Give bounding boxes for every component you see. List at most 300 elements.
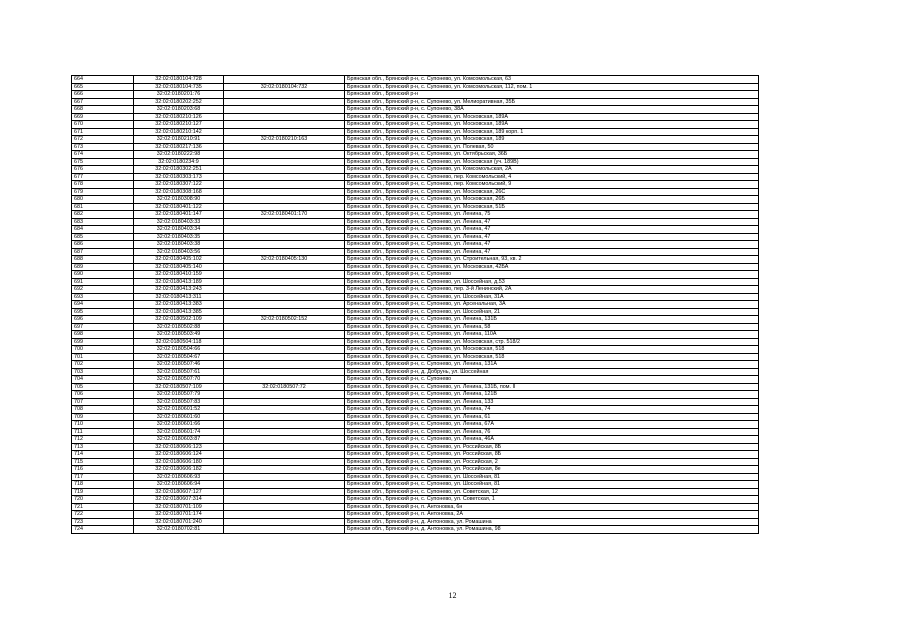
row-number-cell: 672 (72, 136, 134, 144)
address-cell: Брянская обл., Брянский р-н, с. Супонево, ул. Ленина, 131Б, пом. II (345, 383, 759, 391)
row-number-cell: 697 (72, 323, 134, 331)
address-cell: Брянская обл., Брянский р-н, с. Супонево, ул. Комсомольская, 112, пом. 1 (345, 83, 759, 91)
cadastral-number-cell: 32:02:0180413:189 (134, 278, 224, 286)
address-cell: Брянская обл., Брянский р-н, с. Супонево, ул. Московская, стр. 518/2 (345, 338, 759, 346)
row-number-cell: 703 (72, 368, 134, 376)
table-row (72, 151, 759, 159)
cadastral-number-cell: 32:02:0180413:311 (134, 293, 224, 301)
table-row (72, 406, 759, 414)
table-row (72, 398, 759, 406)
related-cadastral-number-cell (224, 106, 345, 114)
related-cadastral-number-cell (224, 308, 345, 316)
table-row (72, 338, 759, 346)
row-number-cell: 700 (72, 346, 134, 354)
related-cadastral-number-cell (224, 413, 345, 421)
cadastral-number-cell: 32:02:0180701:174 (134, 511, 224, 519)
address-cell: Брянская обл., Брянский р-н, с. Супонево, ул. Московская, 518 (345, 353, 759, 361)
cadastral-number-cell: 32:02:0180701:240 (134, 518, 224, 526)
cadastral-number-cell: 32:02:0180222:98 (134, 151, 224, 159)
related-cadastral-number-cell (224, 128, 345, 136)
related-cadastral-number-cell (224, 511, 345, 519)
table-row (72, 218, 759, 226)
address-cell: Брянская обл., Брянский р-н, д. Добрунь, ул. Шоссейная (345, 368, 759, 376)
table-row (72, 233, 759, 241)
cadastral-number-cell: 32:02:0180203:68 (134, 106, 224, 114)
row-number-cell: 709 (72, 413, 134, 421)
cadastral-number-cell: 32:02:0180401:122 (134, 203, 224, 211)
related-cadastral-number-cell (224, 293, 345, 301)
row-number-cell: 707 (72, 398, 134, 406)
row-number-cell: 695 (72, 308, 134, 316)
cadastral-number-cell: 32:02:0180503:49 (134, 331, 224, 339)
row-number-cell: 690 (72, 271, 134, 279)
address-cell: Брянская обл., Брянский р-н, с. Супонево, ул. Московская, 26С (345, 188, 759, 196)
table-row (72, 346, 759, 354)
related-cadastral-number-cell (224, 368, 345, 376)
related-cadastral-number-cell (224, 166, 345, 174)
table-row (72, 106, 759, 114)
table-row (72, 128, 759, 136)
table-row (72, 518, 759, 526)
table-row (72, 511, 759, 519)
table-row (72, 496, 759, 504)
row-number-cell: 713 (72, 443, 134, 451)
table-row (72, 143, 759, 151)
table-row (72, 526, 759, 534)
address-cell: Брянская обл., Брянский р-н, с. Супонево, ул. Российская, 8е (345, 466, 759, 474)
cadastral-number-cell: 32:02:0180606:182 (134, 466, 224, 474)
address-cell: Брянская обл., Брянский р-н, с. Супонево, ул. Ленина, 133 (345, 398, 759, 406)
address-cell: Брянская обл., Брянский р-н, с. Супонево, ул. Московская, 189А (345, 121, 759, 129)
related-cadastral-number-cell (224, 406, 345, 414)
cadastral-number-cell: 32:02:0180603:87 (134, 436, 224, 444)
address-cell: Брянская обл., Брянский р-н, с. Супонево, ул. Ленина, 131А (345, 361, 759, 369)
table-row (72, 256, 759, 264)
address-cell: Брянская обл., Брянский р-н, с. Супонево, ул. Шоссейная, д.53 (345, 278, 759, 286)
related-cadastral-number-cell (224, 376, 345, 384)
related-cadastral-number-cell: 32:02:0180210:163 (224, 136, 345, 144)
related-cadastral-number-cell: 32:02:0180405:130 (224, 256, 345, 264)
related-cadastral-number-cell (224, 121, 345, 129)
related-cadastral-number-cell (224, 188, 345, 196)
cadastral-number-cell: 32:02:0180413:243 (134, 286, 224, 294)
table-row (72, 331, 759, 339)
cadastral-number-cell: 32:02:0180210:127 (134, 121, 224, 129)
address-cell: Брянская обл., Брянский р-н, п. Антоновка, 6н (345, 503, 759, 511)
row-number-cell: 699 (72, 338, 134, 346)
related-cadastral-number-cell (224, 458, 345, 466)
table-row (72, 271, 759, 279)
cadastral-number-cell: 32:02:0180210:91 (134, 136, 224, 144)
address-cell: Брянская обл., Брянский р-н, с. Супонево, ул. Ленина, 58 (345, 323, 759, 331)
table-row (72, 361, 759, 369)
row-number-cell: 705 (72, 383, 134, 391)
address-cell: Брянская обл., Брянский р-н, с. Супонево, пер. 3-й Ленинский, 2А (345, 286, 759, 294)
table-row (72, 376, 759, 384)
related-cadastral-number-cell (224, 331, 345, 339)
cadastral-number-cell: 32:02:0180607:127 (134, 488, 224, 496)
cadastral-number-cell: 32:02:0180502:88 (134, 323, 224, 331)
table-row (72, 76, 759, 84)
cadastral-number-cell: 32:02:0180606:123 (134, 443, 224, 451)
address-cell: Брянская обл., Брянский р-н, с. Супонево, ул. Ленина, 47 (345, 218, 759, 226)
table-row (72, 391, 759, 399)
address-cell: Брянская обл., Брянский р-н, с. Супонево, ул. Строительная, 93, кв. 2 (345, 256, 759, 264)
address-cell: Брянская обл., Брянский р-н, с. Супонево, ул. Комсомольская, 2А (345, 166, 759, 174)
table-row (72, 136, 759, 144)
table-row (72, 98, 759, 106)
cadastral-number-cell: 32:02:0180504:66 (134, 346, 224, 354)
cadastral-number-cell: 32:02:0180210:142 (134, 128, 224, 136)
row-number-cell: 681 (72, 203, 134, 211)
cadastral-number-cell: 32:02:0180104:735 (134, 83, 224, 91)
address-cell: Брянская обл., Брянский р-н, д. Антоновка, ул. Ромашина (345, 518, 759, 526)
cadastral-number-cell: 32:02:0180601:60 (134, 413, 224, 421)
table-row (72, 458, 759, 466)
related-cadastral-number-cell (224, 466, 345, 474)
address-cell: Брянская обл., Брянский р-н, с. Супонево, ул. Советская, 12 (345, 488, 759, 496)
cadastral-number-cell: 32:02:0180210:126 (134, 113, 224, 121)
row-number-cell: 667 (72, 98, 134, 106)
table-row (72, 443, 759, 451)
table-row (72, 308, 759, 316)
cadastral-number-cell: 32:02:0180201:76 (134, 91, 224, 99)
related-cadastral-number-cell (224, 481, 345, 489)
row-number-cell: 683 (72, 218, 134, 226)
cadastral-number-cell: 32:02:0180701:109 (134, 503, 224, 511)
address-cell: Брянская обл., Брянский р-н, с. Супонево, ул. Ленина, 47 (345, 233, 759, 241)
address-cell: Брянская обл., Брянский р-н, с. Супонево, ул. Московская (уч. 189В) (345, 158, 759, 166)
row-number-cell: 691 (72, 278, 134, 286)
address-cell: Брянская обл., Брянский р-н, с. Супонево, ул. Мелиоративная, 35Б (345, 98, 759, 106)
related-cadastral-number-cell (224, 391, 345, 399)
row-number-cell: 680 (72, 196, 134, 204)
row-number-cell: 715 (72, 458, 134, 466)
cadastral-number-cell: 32:02:0180104:728 (134, 76, 224, 84)
row-number-cell: 665 (72, 83, 134, 91)
address-cell: Брянская обл., Брянский р-н, с. Супонево, ул. Российская, 8Б (345, 451, 759, 459)
table-body (72, 76, 759, 534)
cadastral-number-cell: 32:02:0180507:61 (134, 368, 224, 376)
cadastral-number-cell: 32:02:0180601:74 (134, 428, 224, 436)
row-number-cell: 675 (72, 158, 134, 166)
table-row (72, 173, 759, 181)
row-number-cell: 685 (72, 233, 134, 241)
row-number-cell: 723 (72, 518, 134, 526)
related-cadastral-number-cell (224, 443, 345, 451)
related-cadastral-number-cell (224, 151, 345, 159)
address-cell: Брянская обл., Брянский р-н, с. Супонево, ул. Московская, 189 (345, 136, 759, 144)
table-row (72, 181, 759, 189)
row-number-cell: 714 (72, 451, 134, 459)
row-number-cell: 669 (72, 113, 134, 121)
table-row (72, 278, 759, 286)
row-number-cell: 724 (72, 526, 134, 534)
address-cell: Брянская обл., Брянский р-н, с. Супонево, ул. Ленина, 67А (345, 421, 759, 429)
cadastral-number-cell: 32:02:0180606:93 (134, 473, 224, 481)
table-row (72, 91, 759, 99)
row-number-cell: 710 (72, 421, 134, 429)
related-cadastral-number-cell (224, 173, 345, 181)
table-row (72, 121, 759, 129)
address-cell: Брянская обл., Брянский р-н, с. Супонево, ул. Московская, 189А (345, 113, 759, 121)
address-cell: Брянская обл., Брянский р-н, с. Супонево, ул. Ленина, 76 (345, 428, 759, 436)
table-row (72, 488, 759, 496)
related-cadastral-number-cell: 32:02:0180104:732 (224, 83, 345, 91)
address-cell: Брянская обл., Брянский р-н, с. Супонево, ул. Российская, 8Б (345, 443, 759, 451)
related-cadastral-number-cell (224, 91, 345, 99)
cadastral-number-cell: 32:02:0180202:252 (134, 98, 224, 106)
table-row (72, 301, 759, 309)
address-cell: Брянская обл., Брянский р-н, с. Супонево, ул. Московская, 51Б (345, 203, 759, 211)
related-cadastral-number-cell (224, 526, 345, 534)
address-cell: Брянская обл., Брянский р-н, с. Супонево, ул. Российская, 2 (345, 458, 759, 466)
cadastral-number-cell: 32:02:0180413:383 (134, 301, 224, 309)
related-cadastral-number-cell (224, 338, 345, 346)
related-cadastral-number-cell (224, 346, 345, 354)
address-cell: Брянская обл., Брянский р-н, с. Супонево, ул. Ленина, 46А (345, 436, 759, 444)
address-cell: Брянская обл., Брянский р-н, с. Супонево, ул. Ленина, 61 (345, 413, 759, 421)
table-row (72, 203, 759, 211)
row-number-cell: 706 (72, 391, 134, 399)
cadastral-number-cell: 32:02:0180507:109 (134, 383, 224, 391)
row-number-cell: 673 (72, 143, 134, 151)
address-cell: Брянская обл., Брянский р-н, с. Супонево, ул. Ленина, 74 (345, 406, 759, 414)
address-cell: Брянская обл., Брянский р-н, с. Супонево, ул. Шоссейная, 81 (345, 473, 759, 481)
table-row (72, 413, 759, 421)
related-cadastral-number-cell (224, 181, 345, 189)
address-cell: Брянская обл., Брянский р-н, с. Супонево, ул. Ленина, 47 (345, 241, 759, 249)
row-number-cell: 698 (72, 331, 134, 339)
row-number-cell: 716 (72, 466, 134, 474)
cadastral-number-cell: 32:02:0180507:83 (134, 398, 224, 406)
related-cadastral-number-cell (224, 98, 345, 106)
cadastral-number-cell: 32:02:0180405:102 (134, 256, 224, 264)
address-cell: Брянская обл., Брянский р-н, с. Супонево, ул. Московская, 518 (345, 346, 759, 354)
table-row (72, 481, 759, 489)
cadastral-number-cell: 32:02:0180403:56 (134, 248, 224, 256)
table-row (72, 436, 759, 444)
table-row (72, 353, 759, 361)
cadastral-number-cell: 32:02:0180504:118 (134, 338, 224, 346)
cadastral-number-cell: 32:02:0180606:124 (134, 451, 224, 459)
address-cell: Брянская обл., Брянский р-н, с. Супонево, ул. Шоссейная, 81 (345, 481, 759, 489)
page-number: 12 (448, 591, 457, 600)
cadastral-register-table (71, 75, 759, 534)
address-cell: Брянская обл., Брянский р-н, с. Супонево, ул. Московская, 26Б (345, 196, 759, 204)
table-row (72, 473, 759, 481)
related-cadastral-number-cell (224, 361, 345, 369)
address-cell: Брянская обл., Брянский р-н, с. Супонево, ул. Комсомольская, 63 (345, 76, 759, 84)
address-cell: Брянская обл., Брянский р-н, с. Супонево, ул. Московская, 189 корп. 1 (345, 128, 759, 136)
table-row (72, 451, 759, 459)
cadastral-number-cell: 32:02:0180601:66 (134, 421, 224, 429)
related-cadastral-number-cell (224, 203, 345, 211)
address-cell: Брянская обл., Брянский р-н, с. Супонево, ул. Ленина, 75 (345, 211, 759, 219)
row-number-cell: 718 (72, 481, 134, 489)
related-cadastral-number-cell (224, 226, 345, 234)
address-cell: Брянская обл., Брянский р-н, с. Супонево, ул. Шоссейная, 31А (345, 293, 759, 301)
row-number-cell: 717 (72, 473, 134, 481)
related-cadastral-number-cell (224, 488, 345, 496)
row-number-cell: 711 (72, 428, 134, 436)
related-cadastral-number-cell (224, 421, 345, 429)
cadastral-number-cell: 32:02:0180507:79 (134, 391, 224, 399)
related-cadastral-number-cell (224, 278, 345, 286)
cadastral-number-cell: 32:02:0180702:81 (134, 526, 224, 534)
row-number-cell: 671 (72, 128, 134, 136)
row-number-cell: 712 (72, 436, 134, 444)
address-cell: Брянская обл., Брянский р-н, с. Супонево, ул. Арсенальная, 3А (345, 301, 759, 309)
table-row (72, 113, 759, 121)
address-cell: Брянская обл., Брянский р-н, с. Супонево, ул. Советская, 1 (345, 496, 759, 504)
address-cell: Брянская обл., Брянский р-н, д. Антоновка, ул. Ромашина, 98 (345, 526, 759, 534)
table-row (72, 466, 759, 474)
row-number-cell: 701 (72, 353, 134, 361)
row-number-cell: 670 (72, 121, 134, 129)
address-cell: Брянская обл., Брянский р-н, с. Супонево (345, 271, 759, 279)
table-row (72, 241, 759, 249)
address-cell: Брянская обл., Брянский р-н, п. Антоновка, 2А (345, 511, 759, 519)
address-cell: Брянская обл., Брянский р-н, с. Супонево, ул. Ленина, 131Б (345, 316, 759, 324)
table-row (72, 286, 759, 294)
row-number-cell: 696 (72, 316, 134, 324)
related-cadastral-number-cell (224, 113, 345, 121)
cadastral-number-cell: 32:02:0180308:168 (134, 188, 224, 196)
address-cell: Брянская обл., Брянский р-н, с. Супонево, ул. Ленина, 110А (345, 331, 759, 339)
cadastral-number-cell: 32:02:0180504:67 (134, 353, 224, 361)
related-cadastral-number-cell (224, 301, 345, 309)
table-row (72, 316, 759, 324)
related-cadastral-number-cell: 32:02:0180401:170 (224, 211, 345, 219)
cadastral-number-cell: 32:02:0180307:122 (134, 181, 224, 189)
address-cell: Брянская обл., Брянский р-н, с. Супонево, ул. Московская, 42БА (345, 263, 759, 271)
cadastral-number-cell: 32:02:0180303:173 (134, 173, 224, 181)
related-cadastral-number-cell (224, 286, 345, 294)
table-row (72, 166, 759, 174)
row-number-cell: 721 (72, 503, 134, 511)
related-cadastral-number-cell: 32:02:0180502:152 (224, 316, 345, 324)
related-cadastral-number-cell (224, 398, 345, 406)
related-cadastral-number-cell (224, 271, 345, 279)
cadastral-number-cell: 32:02:0180413:385 (134, 308, 224, 316)
related-cadastral-number-cell (224, 496, 345, 504)
address-cell: Брянская обл., Брянский р-н, с. Супонево, ул. Ленина, 121В (345, 391, 759, 399)
row-number-cell: 684 (72, 226, 134, 234)
row-number-cell: 686 (72, 241, 134, 249)
cadastral-number-cell: 32:02:0180410:159 (134, 271, 224, 279)
related-cadastral-number-cell (224, 436, 345, 444)
address-cell: Брянская обл., Брянский р-н, с. Супонево (345, 376, 759, 384)
cadastral-number-cell: 32:02:0180403:35 (134, 233, 224, 241)
related-cadastral-number-cell (224, 518, 345, 526)
row-number-cell: 719 (72, 488, 134, 496)
cadastral-number-cell: 32:02:0180405:140 (134, 263, 224, 271)
row-number-cell: 674 (72, 151, 134, 159)
cadastral-number-cell: 32:02:0180217:136 (134, 143, 224, 151)
row-number-cell: 702 (72, 361, 134, 369)
row-number-cell: 692 (72, 286, 134, 294)
row-number-cell: 668 (72, 106, 134, 114)
related-cadastral-number-cell (224, 76, 345, 84)
related-cadastral-number-cell (224, 248, 345, 256)
cadastral-number-cell: 32:02:0180403:33 (134, 218, 224, 226)
related-cadastral-number-cell (224, 143, 345, 151)
table-row (72, 428, 759, 436)
row-number-cell: 666 (72, 91, 134, 99)
table-row (72, 293, 759, 301)
cadastral-number-cell: 32:02:0180234:9 (134, 158, 224, 166)
table-row (72, 503, 759, 511)
row-number-cell: 688 (72, 256, 134, 264)
row-number-cell: 664 (72, 76, 134, 84)
address-cell: Брянская обл., Брянский р-н, с. Супонево, ул. Октябрьская, 36Б (345, 151, 759, 159)
row-number-cell: 679 (72, 188, 134, 196)
related-cadastral-number-cell (224, 451, 345, 459)
row-number-cell: 693 (72, 293, 134, 301)
table-row (72, 368, 759, 376)
table-row (72, 196, 759, 204)
address-cell: Брянская обл., Брянский р-н (345, 91, 759, 99)
related-cadastral-number-cell (224, 353, 345, 361)
table-row (72, 226, 759, 234)
related-cadastral-number-cell (224, 233, 345, 241)
related-cadastral-number-cell (224, 503, 345, 511)
cadastral-number-cell: 32:02:0180502:109 (134, 316, 224, 324)
address-cell: Брянская обл., Брянский р-н, с. Супонево, пер. Комсомольский, 9 (345, 181, 759, 189)
table-row (72, 323, 759, 331)
cadastral-number-cell: 32:02:0180606:94 (134, 481, 224, 489)
address-cell: Брянская обл., Брянский р-н, с. Супонево, пер. Комсомольский, 4 (345, 173, 759, 181)
table-row (72, 83, 759, 91)
address-cell: Брянская обл., Брянский р-н, с. Супонево, ул. Полевая, 50 (345, 143, 759, 151)
related-cadastral-number-cell: 32:02:0180507:72 (224, 383, 345, 391)
row-number-cell: 678 (72, 181, 134, 189)
row-number-cell: 689 (72, 263, 134, 271)
row-number-cell: 708 (72, 406, 134, 414)
cadastral-number-cell: 32:02:0180401:147 (134, 211, 224, 219)
address-cell: Брянская обл., Брянский р-н, с. Супонево, ул. Ленина, 47 (345, 248, 759, 256)
table-row (72, 263, 759, 271)
row-number-cell: 676 (72, 166, 134, 174)
row-number-cell: 720 (72, 496, 134, 504)
cadastral-number-cell: 32:02:0180308:90 (134, 196, 224, 204)
cadastral-number-cell: 32:02:0180507:46 (134, 361, 224, 369)
table-row (72, 383, 759, 391)
table-row (72, 188, 759, 196)
row-number-cell: 704 (72, 376, 134, 384)
address-cell: Брянская обл., Брянский р-н, с. Супонево, 38А (345, 106, 759, 114)
related-cadastral-number-cell (224, 473, 345, 481)
cadastral-number-cell: 32:02:0180403:38 (134, 241, 224, 249)
related-cadastral-number-cell (224, 158, 345, 166)
related-cadastral-number-cell (224, 241, 345, 249)
related-cadastral-number-cell (224, 218, 345, 226)
related-cadastral-number-cell (224, 196, 345, 204)
table-row (72, 248, 759, 256)
row-number-cell: 682 (72, 211, 134, 219)
related-cadastral-number-cell (224, 428, 345, 436)
row-number-cell: 687 (72, 248, 134, 256)
table-row (72, 158, 759, 166)
address-cell: Брянская обл., Брянский р-н, с. Супонево, ул. Шоссейная, 21 (345, 308, 759, 316)
row-number-cell: 694 (72, 301, 134, 309)
related-cadastral-number-cell (224, 263, 345, 271)
row-number-cell: 722 (72, 511, 134, 519)
table-row (72, 421, 759, 429)
cadastral-number-cell: 32:02:0180606:180 (134, 458, 224, 466)
table-row (72, 211, 759, 219)
